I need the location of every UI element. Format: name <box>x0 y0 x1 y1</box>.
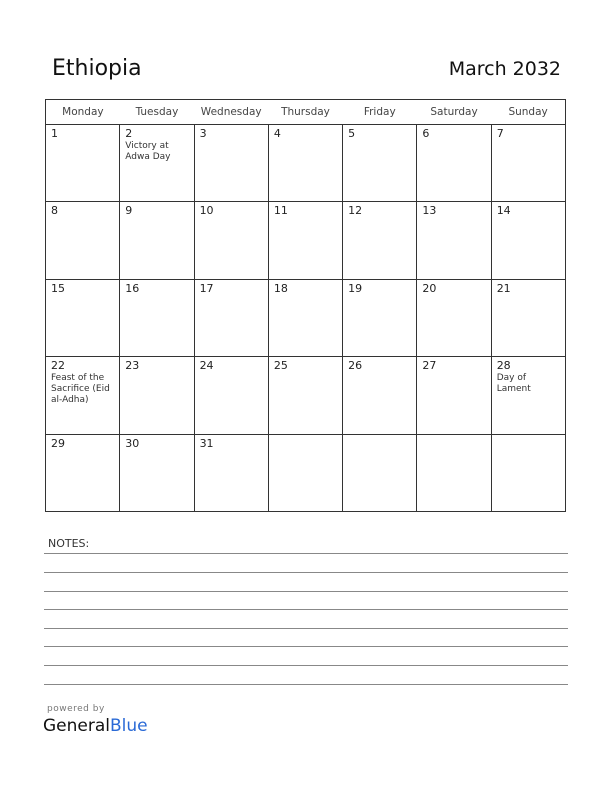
day-number: 27 <box>422 359 437 373</box>
day-cell <box>194 202 268 279</box>
day-cell <box>46 279 120 356</box>
day-number: 3 <box>199 127 207 140</box>
day-cell <box>417 279 491 356</box>
day-number: 12 <box>348 204 363 218</box>
generalblue-logo <box>43 716 148 736</box>
day-cell <box>268 125 342 202</box>
day-number: 9 <box>125 204 133 218</box>
week-row <box>46 202 566 279</box>
day-number: 23 <box>125 359 140 373</box>
day-number: 7 <box>496 127 504 140</box>
day-number: 5 <box>348 127 356 140</box>
day-cell <box>120 357 194 434</box>
notes-line <box>44 572 568 573</box>
day-cell <box>268 202 342 279</box>
day-number: 28 <box>496 359 511 373</box>
day-cell <box>491 279 565 356</box>
brand-blue-text: Blue <box>110 716 148 736</box>
day-cell <box>491 125 565 202</box>
weekday-header: Thursday <box>268 100 342 125</box>
day-cell <box>343 125 417 202</box>
day-cell <box>194 434 268 511</box>
day-cell <box>120 434 194 511</box>
weekday-header: Wednesday <box>194 100 268 125</box>
week-row <box>46 125 566 202</box>
day-cell <box>268 279 342 356</box>
day-number: 22 <box>51 359 65 373</box>
day-cell <box>120 202 194 279</box>
brand-general-text: General <box>43 716 110 736</box>
day-number: 15 <box>51 281 65 295</box>
day-number: 30 <box>125 436 140 450</box>
holiday-label: Victory at Adwa Day <box>125 141 171 162</box>
day-number: 26 <box>348 359 363 373</box>
day-cell <box>491 357 565 434</box>
day-number: 21 <box>496 281 511 295</box>
holiday-label: Day of Lament <box>496 373 531 395</box>
day-cell <box>46 357 120 434</box>
calendar-month-title: March 2032 <box>448 58 561 80</box>
notes-line <box>44 646 568 647</box>
day-number: 10 <box>199 204 214 218</box>
weekday-header: Tuesday <box>120 100 194 125</box>
notes-line <box>44 609 568 610</box>
calendar-country-title: Ethiopia <box>52 56 142 81</box>
weekday-header: Saturday <box>417 100 491 125</box>
day-cell <box>268 357 342 434</box>
day-number: 8 <box>51 204 58 218</box>
weekday-header: Sunday <box>491 100 565 125</box>
day-cell <box>268 434 342 511</box>
day-number: 11 <box>273 204 288 218</box>
week-row <box>46 434 566 511</box>
day-number: 20 <box>422 281 437 295</box>
day-cell <box>343 279 417 356</box>
day-cell <box>417 434 491 511</box>
notes-line <box>44 684 568 685</box>
day-cell <box>46 202 120 279</box>
day-number: 14 <box>496 204 511 218</box>
day-cell <box>343 434 417 511</box>
day-number: 13 <box>422 204 437 218</box>
calendar-grid <box>45 99 566 512</box>
day-number: 17 <box>199 281 214 295</box>
day-number: 25 <box>273 359 288 373</box>
day-number: 4 <box>273 127 281 140</box>
day-cell <box>194 357 268 434</box>
day-number: 24 <box>199 359 214 373</box>
day-number: 29 <box>51 436 65 450</box>
week-row <box>46 279 566 356</box>
day-cell <box>120 125 194 202</box>
day-cell <box>194 279 268 356</box>
notes-line <box>44 591 568 592</box>
day-number: 2 <box>125 127 133 140</box>
day-number: 1 <box>51 127 58 140</box>
weekday-header-row <box>46 100 566 125</box>
week-row <box>46 357 566 434</box>
day-cell <box>491 202 565 279</box>
weekday-header: Monday <box>46 100 120 125</box>
notes-line <box>44 553 568 554</box>
notes-line <box>44 628 568 629</box>
day-cell <box>417 125 491 202</box>
notes-label: NOTES: <box>48 537 90 550</box>
day-cell <box>343 357 417 434</box>
day-cell <box>46 434 120 511</box>
day-number: 16 <box>125 281 140 295</box>
day-number: 31 <box>199 436 214 450</box>
day-cell <box>194 125 268 202</box>
day-cell <box>417 357 491 434</box>
notes-line <box>44 665 568 666</box>
holiday-label: Feast of the Sacrifice (Eid al-Adha) <box>51 373 110 406</box>
day-cell <box>491 434 565 511</box>
day-cell <box>120 279 194 356</box>
day-cell <box>343 202 417 279</box>
day-cell <box>417 202 491 279</box>
day-cell <box>46 125 120 202</box>
day-number: 19 <box>348 281 363 295</box>
day-number: 18 <box>273 281 288 295</box>
day-number: 6 <box>422 127 430 140</box>
weekday-header: Friday <box>343 100 417 125</box>
powered-by-text: powered by <box>47 704 105 714</box>
